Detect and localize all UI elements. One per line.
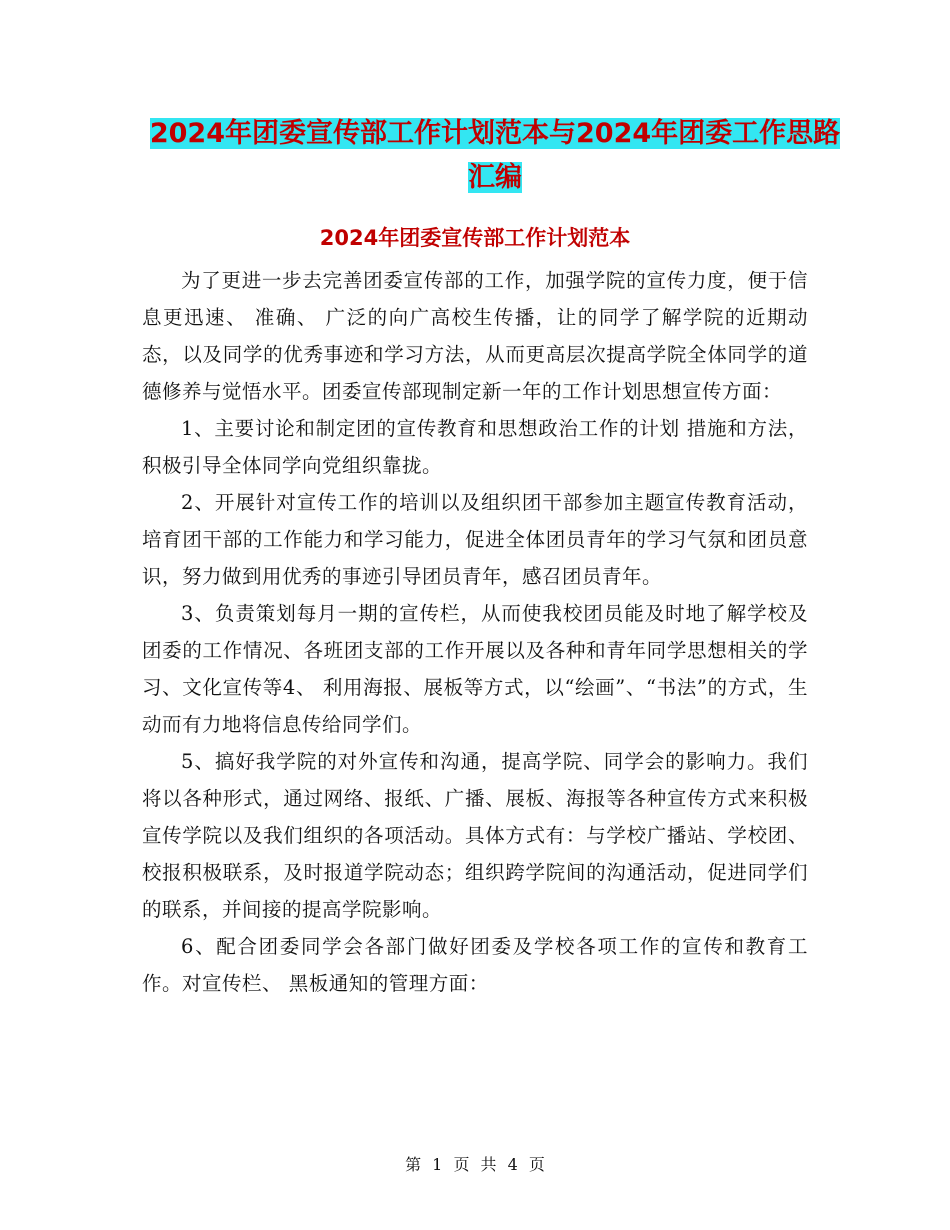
document-title bbox=[140, 112, 850, 200]
paragraph-item-2: 2、开展针对宣传工作的培训以及组织团干部参加主题宣传教育活动，培育团干部的工作能力和学习能力，促进全体团员青年的学习气氛和团员意识，努力做到用优秀的事迹引导团员青年，感召团员青年。 bbox=[142, 491, 808, 588]
document-title-text: 2024年团委宣传部工作计划范本与2024年团委工作思路汇编 bbox=[149, 118, 841, 193]
body-text bbox=[142, 262, 808, 1002]
paragraph-item-6: 6、配合团委同学会各部门做好团委及学校各项工作的宣传和教育工作。对宣传栏、 黑板通知的管理方面： bbox=[142, 935, 808, 995]
paragraph-item-1: 1、主要讨论和制定团的宣传教育和思想政治工作的计划 措施和方法，积极引导全体同学向党组织靠拢。 bbox=[142, 417, 808, 477]
paragraph-item-5: 5、搞好我学院的对外宣传和沟通，提高学院、同学会的影响力。我们将以各种形式，通过网络、报纸、广播、展板、海报等各种宣传方式来积极宣传学院以及我们组织的各项活动。具体方式有：与学校广播站、学校团、校报积极联系，及时报道学院动态；组织跨学院间的沟通活动，促进同学们的联系，并间接的提高学院影响。 bbox=[142, 750, 808, 921]
page-footer: 第 1 页 共 4 页 bbox=[405, 1155, 545, 1174]
section-title: 2024年团委宣传部工作计划范本 bbox=[319, 226, 631, 250]
paragraph-intro: 为了更进一步去完善团委宣传部的工作，加强学院的宣传力度，便于信息更迅速、 准确、 广泛的向广高校生传播，让的同学了解学院的近期动态，以及同学的优秀事迹和学习方法，从而更高层次提高学院全体同学的道德修养与觉悟水平。团委宣传部现制定新一年的工作计划思想宣传方面： bbox=[142, 269, 808, 403]
paragraph-item-3: 3、负责策划每月一期的宣传栏，从而使我校团员能及时地了解学校及团委的工作情况、各班团支部的工作开展以及各种和青年同学思想相关的学习、文化宣传等4、 利用海报、展板等方式，以“绘画”、“书法”的方式，生动而有力地将信息传给同学们。 bbox=[142, 602, 808, 736]
